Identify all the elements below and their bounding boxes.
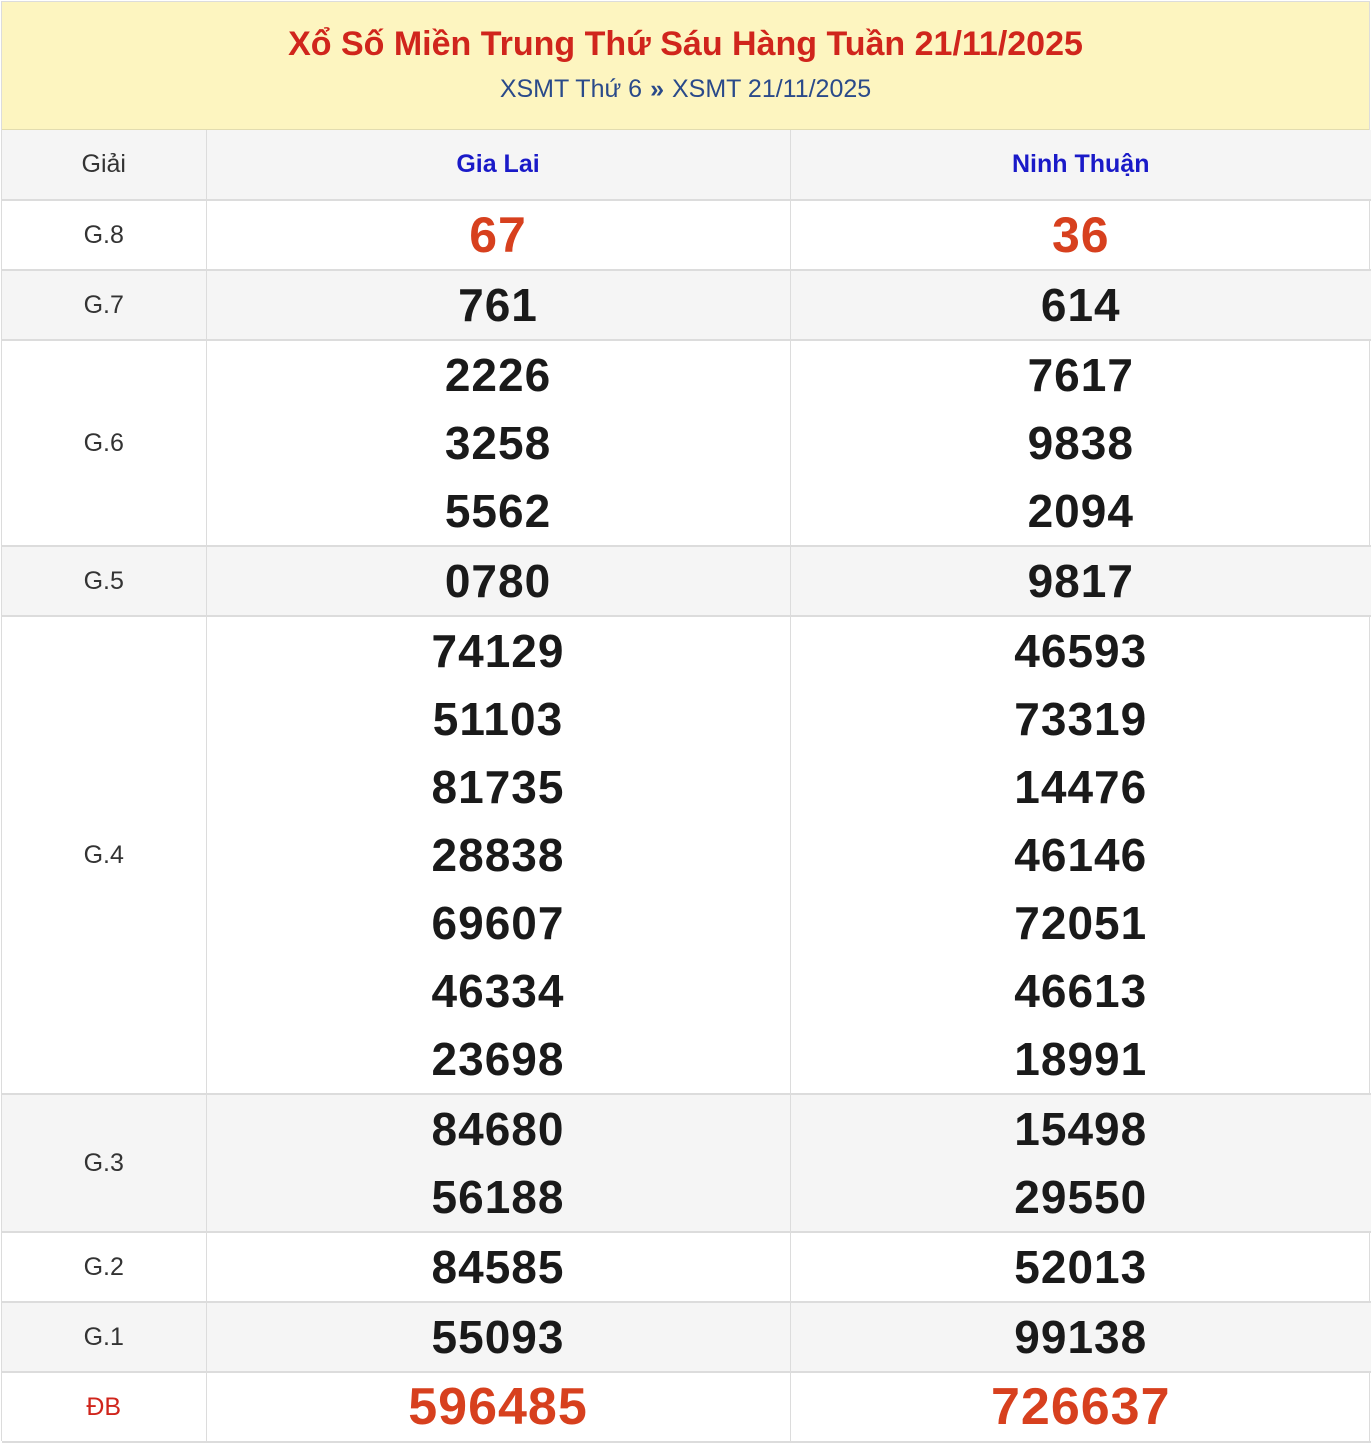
province-header-gia-lai[interactable]: Gia Lai: [206, 130, 790, 200]
result-number: 9817: [791, 547, 1371, 615]
result-number: 72051: [791, 889, 1371, 957]
result-cell: [790, 546, 1371, 616]
result-cell: [790, 1094, 1371, 1232]
table-row: [2, 616, 1371, 1094]
table-row: [2, 1302, 1371, 1372]
breadcrumb-link-date[interactable]: XSMT 21/11/2025: [672, 75, 871, 103]
prize-label-cell: [2, 1232, 206, 1302]
prize-column-header: Giải: [2, 130, 206, 200]
result-cell: [790, 616, 1371, 1094]
result-number: 67: [207, 201, 790, 269]
result-cell: [790, 1372, 1371, 1442]
table-row: [2, 1232, 1371, 1302]
table-row: [2, 1094, 1371, 1232]
result-number: 69607: [207, 889, 790, 957]
prize-label-cell: [2, 616, 206, 1094]
result-number: 55093: [207, 1303, 790, 1371]
special-prize-number: 596485: [207, 1373, 790, 1441]
result-cell: [206, 340, 790, 546]
result-number: 74129: [207, 617, 790, 685]
prize-label-cell: [2, 1372, 206, 1442]
result-number: 761: [207, 271, 790, 339]
breadcrumb: [2, 74, 1369, 104]
result-number: 18991: [791, 1025, 1371, 1093]
prize-label: G.1: [84, 1323, 124, 1351]
breadcrumb-separator: »: [642, 75, 672, 103]
prize-label: G.7: [84, 291, 124, 319]
table-row-special-prize: [2, 1372, 1371, 1442]
result-cell: [790, 1302, 1371, 1372]
result-cell: [206, 1232, 790, 1302]
prize-label-cell: [2, 1302, 206, 1372]
result-number: 81735: [207, 753, 790, 821]
result-cell: [206, 1094, 790, 1232]
result-cell: [206, 1302, 790, 1372]
result-number: 46593: [791, 617, 1371, 685]
result-number: 73319: [791, 685, 1371, 753]
result-number: 46613: [791, 957, 1371, 1025]
result-number: 9838: [791, 409, 1371, 477]
result-number: 36: [791, 201, 1371, 269]
result-cell: [790, 270, 1371, 340]
result-number: 614: [791, 271, 1371, 339]
result-number: 5562: [207, 477, 790, 545]
results-header: [2, 2, 1369, 130]
page-title: Xổ Số Miền Trung Thứ Sáu Hàng Tuần 21/11/2025: [2, 2, 1369, 64]
result-cell: [206, 616, 790, 1094]
prize-label-cell: [2, 340, 206, 546]
prize-label-cell: [2, 546, 206, 616]
result-number: 28838: [207, 821, 790, 889]
prize-label-cell: [2, 200, 206, 270]
special-prize-number: 726637: [791, 1373, 1371, 1441]
breadcrumb-link-weekday[interactable]: XSMT Thứ 6: [500, 75, 642, 103]
result-number: 29550: [791, 1163, 1371, 1231]
prize-label: G.2: [84, 1253, 124, 1281]
result-number: 52013: [791, 1233, 1371, 1301]
prize-label: G.8: [84, 221, 124, 249]
result-cell: [206, 1372, 790, 1442]
result-cell: [206, 200, 790, 270]
province-header-ninh-thuan[interactable]: Ninh Thuận: [790, 130, 1371, 200]
results-container: [1, 1, 1370, 1441]
result-cell: [206, 270, 790, 340]
result-number: 2094: [791, 477, 1371, 545]
result-number: 84585: [207, 1233, 790, 1301]
result-cell: [790, 1232, 1371, 1302]
prize-label: G.6: [84, 429, 124, 457]
result-number: 2226: [207, 341, 790, 409]
table-row: [2, 546, 1371, 616]
result-number: 0780: [207, 547, 790, 615]
result-number: 15498: [791, 1095, 1371, 1163]
prize-label: G.5: [84, 567, 124, 595]
table-row: [2, 340, 1371, 546]
result-number: 23698: [207, 1025, 790, 1093]
result-number: 99138: [791, 1303, 1371, 1371]
results-table: [2, 130, 1371, 1443]
prize-label: G.4: [84, 841, 124, 869]
result-number: 46146: [791, 821, 1371, 889]
prize-label-cell: [2, 1094, 206, 1232]
result-number: 51103: [207, 685, 790, 753]
result-number: 84680: [207, 1095, 790, 1163]
table-row: [2, 270, 1371, 340]
result-number: 56188: [207, 1163, 790, 1231]
result-number: 3258: [207, 409, 790, 477]
prize-label-cell: [2, 270, 206, 340]
result-cell: [790, 200, 1371, 270]
table-row: [2, 200, 1371, 270]
special-prize-label: ĐB: [86, 1393, 121, 1421]
result-number: 7617: [791, 341, 1371, 409]
result-cell: [790, 340, 1371, 546]
result-number: 46334: [207, 957, 790, 1025]
table-header-row: [2, 130, 1371, 200]
result-number: 14476: [791, 753, 1371, 821]
result-cell: [206, 546, 790, 616]
prize-label: G.3: [84, 1149, 124, 1177]
